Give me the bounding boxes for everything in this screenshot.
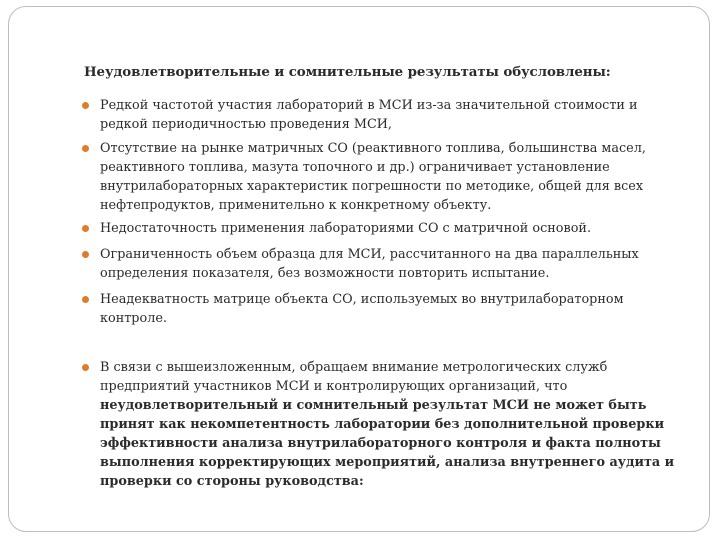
bullet-item (82, 358, 682, 491)
bullet-dot-icon (82, 296, 89, 303)
bullet-text: В связи с вышеизложенным, обращаем внимание метрологических служб предприятий участников МСИ и контролирующих организаций, что (100, 360, 608, 394)
bullet-bold-text: неудовлетворительный и сомнительный результат МСИ не может быть принят как некомпетентность лаборатории без дополнительной проверки эффективности анализа внутрилабораторного контроля и факта полноты выполнения корректирующих мероприятий, анализа внутреннего аудита и проверки со стороны руководства: (100, 398, 675, 489)
slide-heading: Неудовлетворительные и сомнительные результаты обусловлены: (84, 64, 611, 80)
bullet-dot-icon (82, 102, 89, 109)
bullet-dot-icon (82, 364, 89, 371)
bullet-text: Недостаточность применения лабораториями СО с матричной основой. (100, 221, 592, 236)
bullet-text: Неадекватность матрице объекта СО, используемых во внутрилабораторном контроле. (100, 292, 624, 326)
bullet-text: Отсутствие на рынке матричных СО (реактивного топлива, большинства масел, реактивного топлива, мазута топочного и др.) ограничивает установление внутрилабораторных характеристик погрешности по методике, общей для всех нефтепродуктов, применительно к конкретному объекту. (100, 141, 646, 213)
bullet-item (82, 96, 682, 134)
bullet-dot-icon (82, 251, 89, 258)
bullet-item (82, 245, 682, 283)
bullet-item (82, 139, 682, 215)
bullet-item (82, 290, 682, 328)
bullet-text: Редкой частотой участия лабораторий в МСИ из-за значительной стоимости и редкой периодичностью проведения МСИ, (100, 98, 638, 132)
bullet-text-block (100, 358, 682, 491)
bullet-dot-icon (82, 225, 89, 232)
bullet-text: Ограниченность объем образца для МСИ, рассчитанного на два параллельных определения показателя, без возможности повторить испытание. (100, 247, 639, 281)
bullet-dot-icon (82, 145, 89, 152)
bullet-item (82, 219, 682, 238)
